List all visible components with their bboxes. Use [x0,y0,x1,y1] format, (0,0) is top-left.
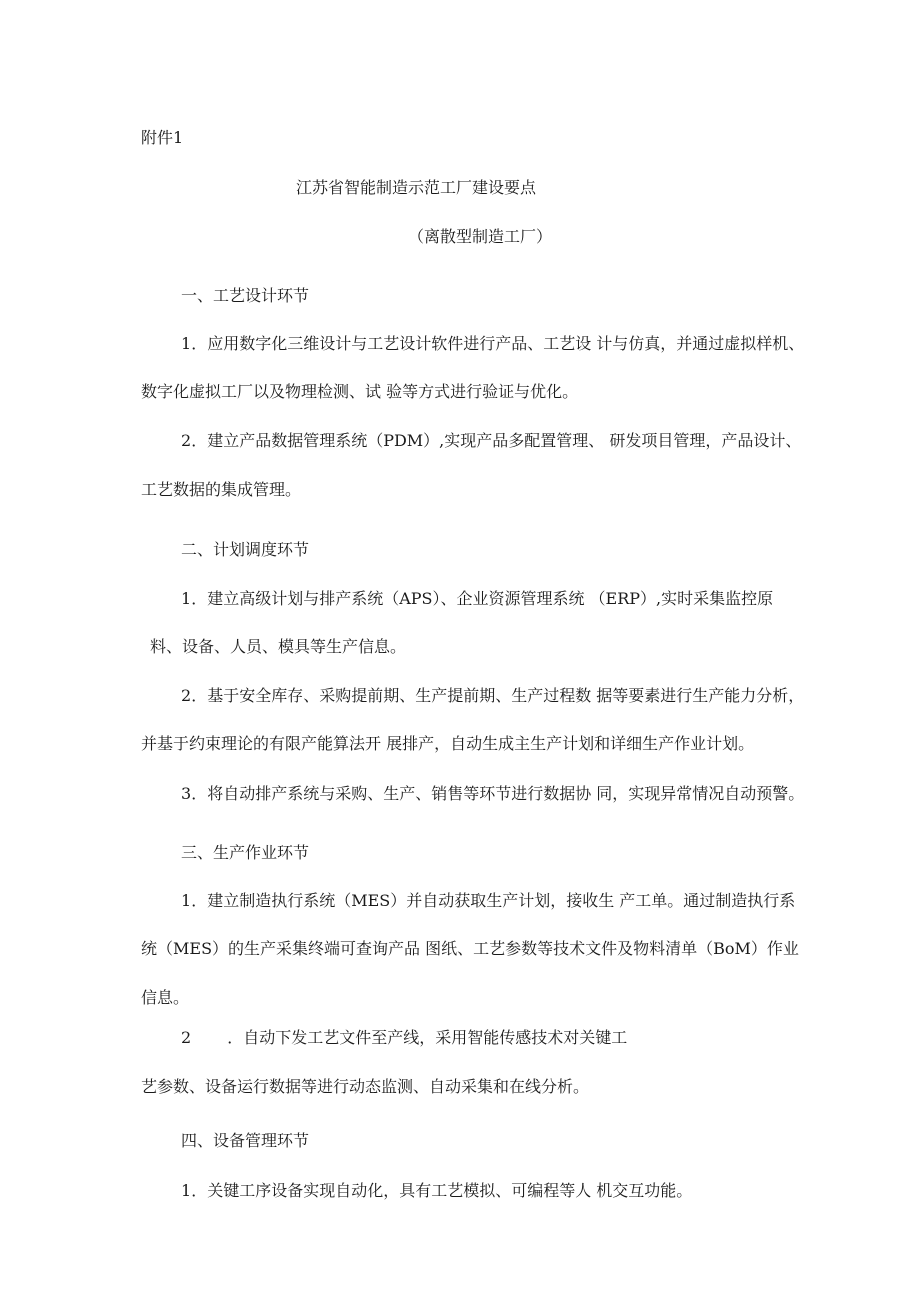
item-text-line: ．建立制造执行系统（MES）并自动获取生产计划，接收生 产工单。通过制造执行系 [191,891,796,910]
item-text-line: 艺参数、设备运行数据等进行动态监测、自动采集和在线分析。 [141,1077,590,1096]
item-text-line: 统（MES）的生产采集终端可查询产品 图纸、工艺参数等技术文件及物料清单（BoM）作业 [141,939,799,958]
section-heading-planning-scheduling: 二、计划调度环节 [181,540,310,559]
list-item [181,1183,692,1199]
item-text-line: ．关键工序设备实现自动化，具有工艺模拟、可编程等人 机交互功能。 [191,1181,693,1200]
document-title: 江苏省智能制造示范工厂建设要点 [296,178,537,197]
document-subtitle: （离散型制造工厂） [408,227,553,246]
item-number: 3 [181,784,192,803]
item-text-line: ．建立产品数据管理系统（PDM）,实现产品多配置管理、 研发项目管理，产品设计、 [191,431,802,450]
list-item [181,591,773,607]
item-text-line: 信息。 [141,988,190,1007]
item-text-line: 料、设备、人员、模具等生产信息。 [150,637,407,656]
item-number: 1 [181,1181,192,1200]
item-text-line: ．应用数字化三维设计与工艺设计软件进行产品、工艺设 计与仿真，并通过虚拟样机、 [191,334,805,353]
item-number: 2 [181,431,192,450]
item-text-line: 数字化虚拟工厂以及物理检测、试 验等方式进行验证与优化。 [141,382,579,401]
list-item [181,893,795,909]
list-item [181,688,804,704]
item-text-line: 并基于约束理论的有限产能算法开 展排产，自动生成主生产计划和详细生产作业计划。 [141,734,755,753]
list-item [181,786,804,802]
section-heading-production-operations: 三、生产作业环节 [181,843,310,862]
list-item [181,336,804,352]
item-number: 2 [181,686,192,705]
item-text-line: ．基于安全库存、采购提前期、生产提前期、生产过程数 据等要素进行生产能力分析， [191,686,805,705]
list-item [181,1030,627,1046]
list-item [181,433,801,449]
item-number: 1 [181,891,192,910]
section-heading-equipment-management: 四、设备管理环节 [181,1131,310,1150]
item-text-line: ．将自动排产系统与采购、生产、销售等环节进行数据协 同，实现异常情况自动预警。 [191,784,805,803]
section-heading-process-design: 一、工艺设计环节 [181,286,310,305]
item-number: 2 [181,1028,192,1047]
item-number: 1 [181,334,192,353]
item-text-line: ．建立高级计划与排产系统（APS）、企业资源管理系统 （ERP）,实时采集监控原 [191,589,774,608]
item-number: 1 [181,589,192,608]
item-text-line: 工艺数据的集成管理。 [141,480,302,499]
item-text-line: ．自动下发工艺文件至产线，采用智能传感技术对关键工 [227,1028,628,1047]
attachment-label: 附件1 [141,128,184,147]
